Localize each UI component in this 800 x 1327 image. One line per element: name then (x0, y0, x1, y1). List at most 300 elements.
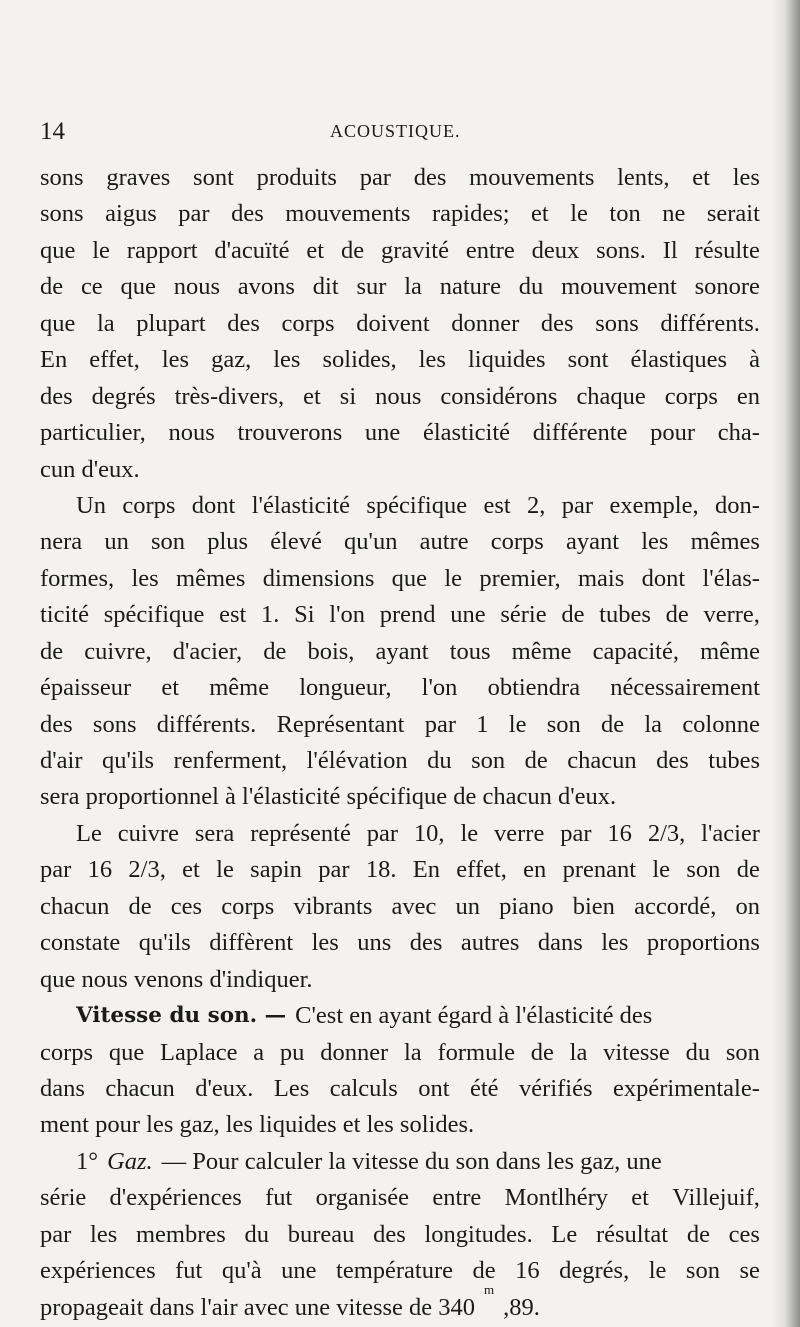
word: résultat (595, 1220, 669, 1248)
word: par (318, 856, 350, 884)
word: les (311, 929, 339, 957)
word: calculs (329, 1074, 398, 1102)
word: obtiendra (487, 674, 581, 702)
word: la (96, 309, 115, 337)
heading-line-text: C'est en ayant égard à l'élasticité des (295, 1002, 653, 1030)
word: 10, (413, 819, 445, 847)
word: les (732, 164, 760, 191)
word: se (739, 1257, 760, 1285)
word: de (736, 856, 760, 884)
word: dimensions (262, 564, 375, 592)
word: spécifique (103, 601, 205, 629)
word: effet, (456, 856, 507, 884)
word: sons (595, 309, 639, 337)
word: ayant (375, 637, 429, 665)
word: capacité, (592, 637, 679, 665)
word: une (364, 419, 401, 447)
text-line (40, 1071, 760, 1107)
word: longitudes. (424, 1220, 533, 1248)
word: des (231, 200, 264, 228)
word: ces (170, 892, 203, 920)
word: d'air (40, 747, 83, 774)
word: sons (92, 710, 137, 738)
word: la (404, 1038, 422, 1066)
word: et (303, 382, 321, 410)
word: différente (532, 419, 628, 447)
word: est (219, 601, 247, 629)
word: à (749, 346, 760, 374)
word: le (92, 236, 110, 264)
word: ton (609, 200, 641, 228)
word: autres (460, 929, 520, 957)
word: des (409, 929, 443, 957)
word: En (40, 346, 68, 374)
word: corps (490, 528, 544, 556)
word: les (273, 346, 301, 374)
word: aigus (105, 200, 157, 228)
word: l'élasticité (251, 491, 351, 519)
word: le (652, 856, 671, 884)
word: sera (194, 819, 235, 847)
word: sons (40, 200, 84, 228)
word: on (735, 892, 760, 920)
word: en (523, 856, 547, 884)
text-line (40, 816, 760, 852)
word: chacun (105, 1074, 175, 1102)
word: Un (76, 491, 106, 519)
text-line: cun d'eux. (40, 455, 140, 483)
word: 16 (515, 1257, 540, 1285)
word: autre (419, 528, 469, 556)
word: du (518, 273, 544, 301)
word: membres (135, 1220, 226, 1248)
word: un (104, 528, 129, 556)
word: par (561, 491, 594, 519)
word: gaz, (211, 346, 252, 374)
word: lents, (617, 164, 670, 191)
word: et (631, 1184, 649, 1212)
word: uns (357, 929, 392, 957)
word: mêmes (690, 528, 760, 556)
text-line (40, 670, 760, 706)
word: exemple, (609, 491, 699, 519)
text-line (40, 524, 760, 560)
word: que (391, 564, 428, 592)
text-line (40, 306, 760, 342)
word: est (483, 491, 511, 519)
word: proportions (646, 929, 760, 957)
word: organisée (315, 1184, 410, 1212)
word: 18. (365, 856, 397, 884)
word: 2, (527, 491, 546, 519)
word: le (648, 1257, 667, 1285)
text-line (40, 852, 760, 888)
page-number: 14 (40, 118, 65, 145)
word: entre (465, 236, 515, 264)
word: un (455, 892, 481, 920)
word: en (736, 382, 760, 410)
word: été (470, 1074, 499, 1102)
word: dit (312, 273, 339, 301)
word: d'acier, (172, 637, 243, 665)
word: Laplace (159, 1038, 238, 1066)
final-line (40, 1281, 760, 1326)
word: que (40, 309, 76, 337)
word: verre (494, 819, 545, 847)
word: 1 (476, 710, 489, 738)
word: son (546, 710, 581, 738)
word: dont (191, 491, 236, 519)
word: vérifiés (519, 1074, 593, 1102)
word: 16 (607, 819, 632, 847)
word: une (450, 601, 486, 629)
word: premier, (479, 564, 561, 592)
word: ayant (565, 528, 620, 556)
word: et (182, 856, 200, 884)
word: les (641, 528, 669, 556)
word: une (281, 1257, 317, 1285)
word: si (339, 382, 357, 410)
word: Le (76, 819, 102, 847)
word: que (120, 273, 156, 301)
word: de (128, 892, 152, 920)
word: le (216, 856, 234, 884)
word: nera (40, 528, 83, 556)
word: de (40, 273, 64, 301)
word: 1. (261, 601, 280, 629)
word: différents. (660, 309, 760, 337)
word: du (685, 1038, 711, 1066)
word: son (686, 856, 721, 884)
word: pour (650, 419, 696, 447)
word: 2/3, (647, 819, 686, 847)
word: formule (437, 1038, 516, 1066)
word: dans (40, 1074, 85, 1102)
word: cha- (717, 419, 760, 447)
word: le (444, 564, 463, 592)
word: les (601, 929, 629, 957)
word: degrés, (559, 1257, 630, 1285)
word: le (508, 710, 527, 738)
word: expériences (40, 1257, 156, 1285)
word: de (561, 601, 585, 629)
word: de (40, 637, 64, 665)
word: par (178, 200, 210, 228)
word: de (686, 1220, 710, 1248)
word: gravité (380, 236, 449, 264)
word: mêmes (176, 564, 246, 592)
word: le (460, 819, 479, 847)
word: sont (567, 346, 609, 374)
text-line (40, 1253, 760, 1289)
subsection-line (40, 1144, 760, 1180)
word: son (150, 528, 186, 556)
word: Représentant (276, 710, 405, 738)
word: plupart (136, 309, 206, 337)
word: mais (578, 564, 625, 592)
word: corps (281, 309, 335, 337)
word: pu (279, 1038, 305, 1066)
word: verre, (703, 601, 760, 629)
word: qu'ils (102, 747, 155, 774)
word: son (725, 1038, 760, 1066)
word: diffèrent (209, 929, 294, 957)
word: corps (122, 491, 176, 519)
word: par (424, 710, 457, 738)
subsection-line-text: — Pour calculer la vitesse du son dans les gaz, une (161, 1147, 662, 1175)
word: sons. (596, 236, 646, 264)
word: corps (664, 382, 718, 410)
word: solides, (322, 346, 397, 374)
word: cuivre (117, 819, 179, 847)
word: la (644, 710, 663, 738)
word: doivent (356, 309, 430, 337)
text-line (40, 1035, 760, 1071)
text-line (40, 925, 760, 961)
word: bureau (287, 1220, 355, 1248)
word: l'on (329, 601, 366, 629)
word: dans (537, 929, 583, 957)
word: que (40, 236, 76, 264)
word: mouvement (561, 273, 677, 301)
word: l'élévation (306, 747, 408, 774)
word: nécessairement (610, 674, 760, 702)
word: sons (40, 164, 84, 191)
word: par (40, 856, 72, 884)
word: ont (418, 1074, 450, 1102)
word: accordé, (634, 892, 717, 920)
word: et (306, 236, 325, 264)
word: les (418, 346, 446, 374)
word: graves (106, 164, 171, 191)
word: vitesse (603, 1038, 670, 1066)
word: le (570, 200, 588, 228)
text-line (40, 269, 760, 305)
word: de (530, 1038, 554, 1066)
word: dont (641, 564, 686, 592)
page-edge-shadow (772, 0, 800, 1327)
word: vibrants (293, 892, 373, 920)
word: sonore (694, 273, 760, 301)
word: série (40, 1184, 87, 1212)
word: élevé (270, 528, 322, 556)
word: de (524, 747, 548, 774)
text-line (40, 488, 760, 524)
section-heading-line (40, 998, 760, 1034)
word: par (560, 819, 592, 847)
text-line: sera proportionnel à l'élasticité spécifique de chacun d'eux. (40, 783, 617, 811)
text-line (40, 1217, 760, 1253)
word: l'on (421, 674, 458, 702)
text-line (40, 415, 760, 451)
text-line (40, 597, 760, 633)
word: donner (451, 309, 520, 337)
section-heading: Vitesse du son. — (76, 1003, 287, 1029)
word: longueur, (299, 674, 392, 702)
word: chacun (40, 892, 110, 920)
word: différents. (156, 710, 257, 738)
text-line (40, 342, 760, 378)
word: même (700, 637, 760, 665)
word: des (413, 164, 447, 191)
word: chaque (576, 382, 646, 410)
word: serait (706, 200, 760, 228)
word: d'eux. (195, 1074, 254, 1102)
word: et (161, 674, 180, 702)
word: tubes (599, 601, 651, 629)
subsection-number: 1° (76, 1147, 99, 1175)
word: nature (439, 273, 501, 301)
word: nous (173, 273, 220, 301)
word: et (692, 164, 710, 191)
word: les (131, 564, 159, 592)
text-line (40, 379, 760, 415)
word: des (40, 382, 73, 410)
word: chacun (567, 747, 637, 774)
body-text (40, 160, 760, 1326)
word: tous (449, 637, 491, 665)
text-line: que nous venons d'indiquer. (40, 965, 313, 993)
word: sont (193, 164, 234, 191)
word: ces (728, 1220, 760, 1248)
text-line (40, 634, 760, 670)
word: produits (256, 164, 337, 191)
word: des (40, 710, 73, 738)
word: de (665, 601, 689, 629)
word: les (90, 1220, 118, 1248)
word: colonne (682, 710, 760, 738)
word: l'acier (701, 819, 760, 847)
word: même (511, 637, 572, 665)
word: fut (175, 1257, 203, 1285)
word: plus (207, 528, 249, 556)
text-line (40, 160, 760, 196)
word: élastiques (630, 346, 728, 374)
word: par (366, 819, 399, 847)
word: par (359, 164, 391, 191)
word: ne (662, 200, 686, 228)
word: tubes (708, 747, 760, 774)
word: corps (40, 1038, 94, 1066)
word: mouvements (469, 164, 595, 191)
word: liquides (467, 346, 546, 374)
word: Il (662, 236, 678, 264)
word: particulier, (40, 419, 146, 447)
word: Le (551, 1220, 578, 1248)
word: cuivre, (84, 637, 152, 665)
word: résulte (694, 236, 760, 264)
word: qu'à (221, 1257, 262, 1285)
word: spécifique (366, 491, 468, 519)
text-line (40, 707, 760, 743)
word: 16 (87, 856, 113, 884)
word: son (471, 747, 506, 774)
word: d'expériences (109, 1184, 242, 1212)
word: même (209, 674, 270, 702)
word: prenant (562, 856, 637, 884)
word: élasticité (422, 419, 511, 447)
word: l'élas- (702, 564, 760, 592)
word: de (340, 236, 365, 264)
word: fut (265, 1184, 293, 1212)
word: bien (572, 892, 615, 920)
word: des (656, 747, 689, 774)
word: des (373, 1220, 406, 1248)
word: la (404, 273, 422, 301)
word: Montlhéry (504, 1184, 609, 1212)
word: nous (168, 419, 215, 447)
word: nous (375, 382, 422, 410)
word: Si (294, 601, 315, 629)
word: entre (432, 1184, 482, 1212)
word: mouvements (285, 200, 411, 228)
word: a (253, 1038, 265, 1066)
word: sur (356, 273, 387, 301)
word: avons (237, 273, 295, 301)
word: bois, (307, 637, 355, 665)
word: considérons (440, 382, 558, 410)
word: piano (499, 892, 554, 920)
text-line (40, 1180, 760, 1216)
word: représenté (250, 819, 351, 847)
word: expérimentale- (612, 1074, 760, 1102)
word: du (427, 747, 452, 774)
word: ticité (40, 601, 89, 629)
word: En (412, 856, 440, 884)
word: son (685, 1257, 720, 1285)
word: corps (221, 892, 275, 920)
unit-superscript: m (484, 1281, 495, 1297)
text-line: ment pour les gaz, les liquides et les solides. (40, 1111, 475, 1139)
word: prend (379, 601, 436, 629)
word: série (500, 601, 547, 629)
word: qu'ils (138, 929, 191, 957)
word: du (244, 1220, 269, 1248)
subsection-label: Gaz. (107, 1147, 153, 1175)
word: trouverons (237, 419, 343, 447)
word: Les (273, 1074, 310, 1102)
running-title: ACOUSTIQUE. (330, 121, 461, 141)
word: d'acuïté (214, 236, 290, 264)
text-line (40, 889, 760, 925)
final-line-value: ,89. (503, 1293, 540, 1321)
text-line (40, 233, 760, 269)
word: et (531, 200, 549, 228)
word: température (336, 1257, 454, 1285)
word: donner (320, 1038, 389, 1066)
word: de (601, 710, 625, 738)
text-line (40, 196, 760, 232)
word: épaisseur (40, 674, 132, 702)
text-line (40, 561, 760, 597)
word: très-divers, (174, 382, 285, 410)
word: ce (80, 273, 103, 301)
final-line-text: propageait dans l'air avec une vitesse de 340 (40, 1293, 476, 1321)
word: Villejuif, (672, 1184, 760, 1212)
word: degrés (91, 382, 156, 410)
word: de (472, 1257, 496, 1285)
word: les (161, 346, 190, 374)
page-header (40, 118, 760, 148)
word: formes, (40, 564, 115, 592)
word: la (569, 1038, 588, 1066)
word: de (263, 637, 287, 665)
word: deux (531, 236, 580, 264)
word: constate (40, 929, 121, 957)
word: des (227, 309, 260, 337)
word: des (540, 309, 574, 337)
word: sapin (250, 856, 302, 884)
